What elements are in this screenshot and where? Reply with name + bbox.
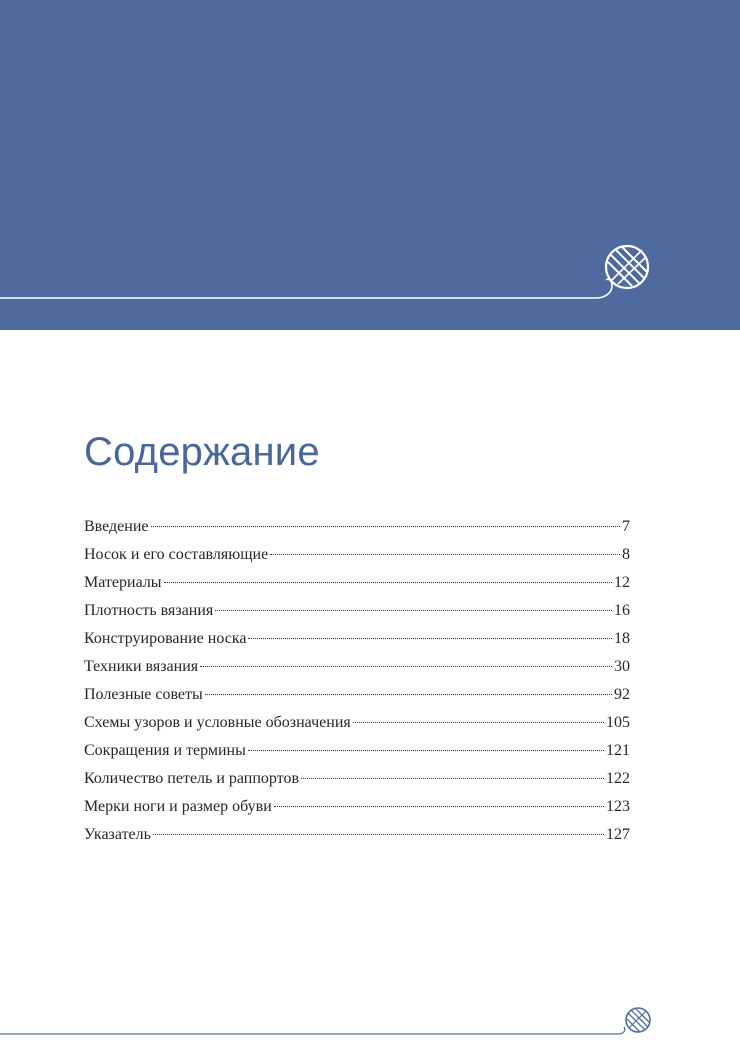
toc-entry-label: Конструирование носка: [84, 630, 247, 647]
toc-entry-page: 122: [606, 770, 630, 787]
footer-thread-line: [0, 1000, 740, 1058]
yarn-thread-line: [0, 0, 740, 330]
toc-entry-label: Полезные советы: [84, 686, 203, 703]
page-title: Содержание: [84, 430, 320, 474]
toc-entry[interactable]: [84, 826, 630, 854]
toc-entry-label: Количество петель и раппортов: [84, 770, 300, 787]
toc-entry-label: Сокращения и термины: [84, 742, 246, 759]
toc-entry-label: Техники вязания: [84, 658, 199, 675]
toc-entry-label: Указатель: [84, 826, 151, 843]
dot-leader: [248, 750, 604, 751]
toc-entry-page: 92: [614, 686, 630, 703]
toc-entry[interactable]: [84, 742, 630, 770]
header-band: [0, 0, 740, 330]
dot-leader: [301, 778, 604, 779]
toc-entry-page: 30: [614, 658, 630, 675]
toc-entry-page: 12: [614, 574, 630, 591]
dot-leader: [200, 666, 612, 667]
toc-entry[interactable]: [84, 630, 630, 658]
toc-entry-page: 8: [622, 546, 630, 563]
toc-entry-page: 18: [614, 630, 630, 647]
toc-entry-page: 127: [606, 826, 630, 843]
dot-leader: [205, 694, 612, 695]
toc-entry[interactable]: [84, 686, 630, 714]
toc-entry[interactable]: [84, 602, 630, 630]
toc-entry-page: 105: [606, 714, 630, 731]
toc-entry[interactable]: [84, 574, 630, 602]
toc-entry-label: Плотность вязания: [84, 602, 214, 619]
dot-leader: [153, 834, 604, 835]
yarn-ball-icon: [606, 246, 648, 288]
toc-entry-page: 16: [614, 602, 630, 619]
dot-leader: [248, 638, 612, 639]
yarn-ball-icon: [626, 1008, 650, 1032]
toc-entry[interactable]: [84, 770, 630, 798]
toc-entry[interactable]: [84, 546, 630, 574]
dot-leader: [151, 526, 621, 527]
toc-entry[interactable]: [84, 518, 630, 546]
toc-entry-page: 7: [622, 518, 630, 535]
dot-leader: [164, 582, 612, 583]
toc-entry-label: Носок и его составляющие: [84, 546, 269, 563]
table-of-contents: [84, 518, 630, 854]
dot-leader: [274, 806, 604, 807]
toc-entry-label: Схемы узоров и условные обозначения: [84, 714, 351, 731]
toc-entry-page: 121: [606, 742, 630, 759]
toc-entry-label: Мерки ноги и размер обуви: [84, 798, 272, 815]
dot-leader: [215, 610, 612, 611]
dot-leader: [353, 722, 604, 723]
toc-entry-label: Материалы: [84, 574, 162, 591]
dot-leader: [270, 554, 620, 555]
toc-entry-page: 123: [606, 798, 630, 815]
toc-entry[interactable]: [84, 798, 630, 826]
toc-entry[interactable]: [84, 658, 630, 686]
toc-entry-label: Введение: [84, 518, 149, 535]
toc-entry[interactable]: [84, 714, 630, 742]
